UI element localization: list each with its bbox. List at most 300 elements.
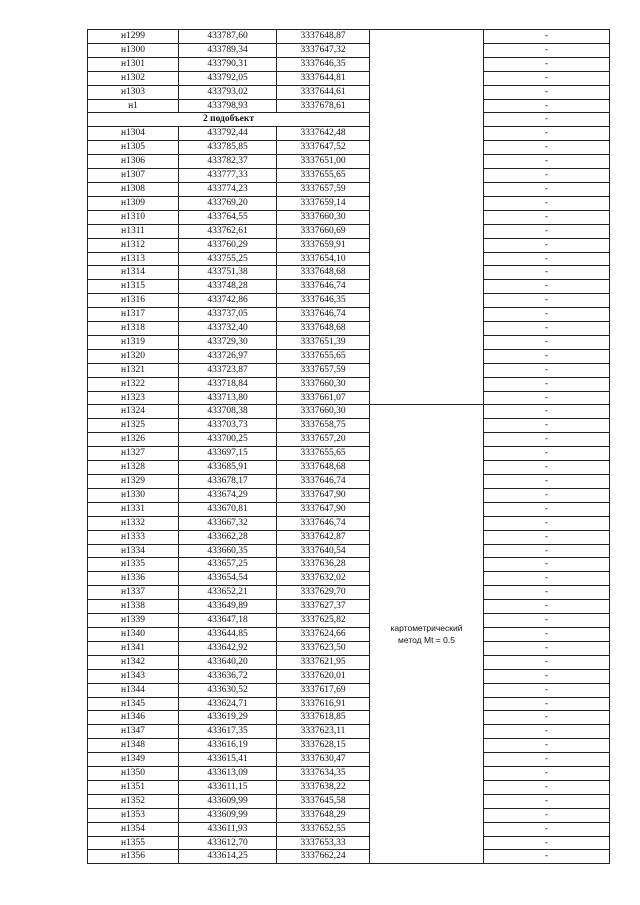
table-row [88, 627, 610, 641]
y-coordinate-cell: 3337646,35 [277, 294, 370, 308]
table-row [88, 169, 610, 183]
point-id-cell: н1322 [88, 377, 179, 391]
y-coordinate-cell: 3337660,30 [277, 210, 370, 224]
x-coordinate-cell: 433644,85 [179, 627, 277, 641]
x-coordinate-cell: 433755,25 [179, 252, 277, 266]
point-id-cell: н1350 [88, 767, 179, 781]
accuracy-cell: - [484, 224, 610, 238]
y-coordinate-cell: 3337628,15 [277, 739, 370, 753]
table-row [88, 127, 610, 141]
x-coordinate-cell: 433652,21 [179, 586, 277, 600]
table-row [88, 572, 610, 586]
x-coordinate-cell: 433657,25 [179, 558, 277, 572]
x-coordinate-cell: 433615,41 [179, 753, 277, 767]
y-coordinate-cell: 3337623,11 [277, 725, 370, 739]
y-coordinate-cell: 3337640,54 [277, 544, 370, 558]
point-id-cell: н1348 [88, 739, 179, 753]
table-row [88, 767, 610, 781]
y-coordinate-cell: 3337651,00 [277, 155, 370, 169]
table-row [88, 210, 610, 224]
accuracy-cell: - [484, 363, 610, 377]
accuracy-cell: - [484, 544, 610, 558]
table-row [88, 252, 610, 266]
x-coordinate-cell: 433718,84 [179, 377, 277, 391]
x-coordinate-cell: 433787,60 [179, 30, 277, 44]
y-coordinate-cell: 3337617,69 [277, 683, 370, 697]
accuracy-cell: - [484, 558, 610, 572]
table-row [88, 447, 610, 461]
x-coordinate-cell: 433723,87 [179, 363, 277, 377]
table-row [88, 349, 610, 363]
x-coordinate-cell: 433777,33 [179, 169, 277, 183]
y-coordinate-cell: 3337646,74 [277, 475, 370, 489]
x-coordinate-cell: 433790,31 [179, 57, 277, 71]
accuracy-cell: - [484, 433, 610, 447]
point-id-cell: н1337 [88, 586, 179, 600]
x-coordinate-cell: 433700,25 [179, 433, 277, 447]
x-coordinate-cell: 433640,20 [179, 655, 277, 669]
x-coordinate-cell: 433611,15 [179, 780, 277, 794]
point-id-cell: н1312 [88, 238, 179, 252]
x-coordinate-cell: 433748,28 [179, 280, 277, 294]
x-coordinate-cell: 433667,32 [179, 516, 277, 530]
point-id-cell: н1320 [88, 349, 179, 363]
y-coordinate-cell: 3337648,68 [277, 266, 370, 280]
x-coordinate-cell: 433617,35 [179, 725, 277, 739]
y-coordinate-cell: 3337660,30 [277, 377, 370, 391]
table-row [88, 739, 610, 753]
table-row [88, 224, 610, 238]
y-coordinate-cell: 3337621,95 [277, 655, 370, 669]
y-coordinate-cell: 3337647,52 [277, 141, 370, 155]
x-coordinate-cell: 433703,73 [179, 419, 277, 433]
point-id-cell: н1326 [88, 433, 179, 447]
point-id-cell: н1307 [88, 169, 179, 183]
table-row [88, 836, 610, 850]
accuracy-cell: - [484, 808, 610, 822]
point-id-cell: н1321 [88, 363, 179, 377]
x-coordinate-cell: 433726,97 [179, 349, 277, 363]
table-row [88, 322, 610, 336]
x-coordinate-cell: 433751,38 [179, 266, 277, 280]
y-coordinate-cell: 3337647,90 [277, 488, 370, 502]
accuracy-cell: - [484, 349, 610, 363]
y-coordinate-cell: 3337632,02 [277, 572, 370, 586]
y-coordinate-cell: 3337651,39 [277, 335, 370, 349]
y-coordinate-cell: 3337659,14 [277, 196, 370, 210]
accuracy-cell: - [484, 725, 610, 739]
method-cell [370, 405, 484, 864]
table-row [88, 488, 610, 502]
y-coordinate-cell: 3337646,74 [277, 280, 370, 294]
y-coordinate-cell: 3337625,82 [277, 614, 370, 628]
y-coordinate-cell: 3337657,59 [277, 363, 370, 377]
y-coordinate-cell: 3337642,48 [277, 127, 370, 141]
accuracy-cell: - [484, 697, 610, 711]
accuracy-cell: - [484, 391, 610, 405]
table-row [88, 655, 610, 669]
coordinates-table-body [88, 30, 610, 864]
y-coordinate-cell: 3337660,69 [277, 224, 370, 238]
x-coordinate-cell: 433713,80 [179, 391, 277, 405]
y-coordinate-cell: 3337655,65 [277, 169, 370, 183]
accuracy-cell: - [484, 85, 610, 99]
table-row [88, 280, 610, 294]
point-id-cell: н1327 [88, 447, 179, 461]
y-coordinate-cell: 3337644,61 [277, 85, 370, 99]
x-coordinate-cell: 433614,25 [179, 850, 277, 864]
method-cell-empty [370, 30, 484, 405]
table-row [88, 266, 610, 280]
accuracy-cell: - [484, 516, 610, 530]
y-coordinate-cell: 3337620,01 [277, 669, 370, 683]
x-coordinate-cell: 433619,29 [179, 711, 277, 725]
y-coordinate-cell: 3337648,29 [277, 808, 370, 822]
point-id-cell: н1349 [88, 753, 179, 767]
point-id-cell: н1308 [88, 182, 179, 196]
x-coordinate-cell: 433662,28 [179, 530, 277, 544]
x-coordinate-cell: 433678,17 [179, 475, 277, 489]
x-coordinate-cell: 433769,20 [179, 196, 277, 210]
y-coordinate-cell: 3337659,91 [277, 238, 370, 252]
point-id-cell: н1335 [88, 558, 179, 572]
accuracy-cell: - [484, 377, 610, 391]
x-coordinate-cell: 433782,37 [179, 155, 277, 169]
point-id-cell: н1305 [88, 141, 179, 155]
point-id-cell: н1329 [88, 475, 179, 489]
accuracy-cell: - [484, 572, 610, 586]
accuracy-cell: - [484, 753, 610, 767]
table-row [88, 461, 610, 475]
accuracy-cell: - [484, 113, 610, 127]
point-id-cell: н1314 [88, 266, 179, 280]
x-coordinate-cell: 433612,70 [179, 836, 277, 850]
accuracy-cell: - [484, 461, 610, 475]
point-id-cell: н1347 [88, 725, 179, 739]
x-coordinate-cell: 433742,86 [179, 294, 277, 308]
point-id-cell: н1304 [88, 127, 179, 141]
point-id-cell: н1339 [88, 614, 179, 628]
table-row [88, 641, 610, 655]
point-id-cell: н1351 [88, 780, 179, 794]
x-coordinate-cell: 433660,35 [179, 544, 277, 558]
y-coordinate-cell: 3337636,28 [277, 558, 370, 572]
point-id-cell: н1 [88, 99, 179, 113]
accuracy-cell: - [484, 780, 610, 794]
table-row [88, 238, 610, 252]
point-id-cell: н1324 [88, 405, 179, 419]
accuracy-cell: - [484, 447, 610, 461]
x-coordinate-cell: 433697,15 [179, 447, 277, 461]
x-coordinate-cell: 433792,05 [179, 71, 277, 85]
point-id-cell: н1315 [88, 280, 179, 294]
point-id-cell: н1332 [88, 516, 179, 530]
y-coordinate-cell: 3337642,87 [277, 530, 370, 544]
y-coordinate-cell: 3337646,74 [277, 308, 370, 322]
table-row [88, 335, 610, 349]
point-id-cell: н1342 [88, 655, 179, 669]
y-coordinate-cell: 3337678,61 [277, 99, 370, 113]
x-coordinate-cell: 433708,38 [179, 405, 277, 419]
y-coordinate-cell: 3337646,35 [277, 57, 370, 71]
point-id-cell: н1345 [88, 697, 179, 711]
y-coordinate-cell: 3337658,75 [277, 419, 370, 433]
y-coordinate-cell: 3337624,66 [277, 627, 370, 641]
point-id-cell: н1352 [88, 794, 179, 808]
table-row [88, 30, 610, 44]
table-row [88, 405, 610, 419]
table-row [88, 43, 610, 57]
point-id-cell: н1323 [88, 391, 179, 405]
point-id-cell: н1355 [88, 836, 179, 850]
y-coordinate-cell: 3337648,68 [277, 461, 370, 475]
point-id-cell: н1310 [88, 210, 179, 224]
x-coordinate-cell: 433762,61 [179, 224, 277, 238]
point-id-cell: н1317 [88, 308, 179, 322]
table-row [88, 544, 610, 558]
x-coordinate-cell: 433793,02 [179, 85, 277, 99]
y-coordinate-cell: 3337655,65 [277, 349, 370, 363]
y-coordinate-cell: 3337657,59 [277, 182, 370, 196]
table-row [88, 850, 610, 864]
y-coordinate-cell: 3337623,50 [277, 641, 370, 655]
y-coordinate-cell: 3337644,81 [277, 71, 370, 85]
table-row [88, 725, 610, 739]
method-accuracy: метод Mt = 0.5 [398, 635, 455, 646]
table-row [88, 669, 610, 683]
x-coordinate-cell: 433798,93 [179, 99, 277, 113]
y-coordinate-cell: 3337647,90 [277, 502, 370, 516]
x-coordinate-cell: 433642,92 [179, 641, 277, 655]
y-coordinate-cell: 3337627,37 [277, 600, 370, 614]
accuracy-cell: - [484, 99, 610, 113]
table-row [88, 530, 610, 544]
subobject-label: 2 подобъект [88, 113, 370, 127]
point-id-cell: н1333 [88, 530, 179, 544]
y-coordinate-cell: 3337630,47 [277, 753, 370, 767]
table-row [88, 614, 610, 628]
accuracy-cell: - [484, 196, 610, 210]
subobject-row [88, 113, 610, 127]
table-row [88, 794, 610, 808]
accuracy-cell: - [484, 586, 610, 600]
accuracy-cell: - [484, 655, 610, 669]
y-coordinate-cell: 3337652,55 [277, 822, 370, 836]
table-row [88, 419, 610, 433]
accuracy-cell: - [484, 141, 610, 155]
y-coordinate-cell: 3337645,58 [277, 794, 370, 808]
x-coordinate-cell: 433670,81 [179, 502, 277, 516]
table-row [88, 71, 610, 85]
accuracy-cell: - [484, 850, 610, 864]
accuracy-cell: - [484, 794, 610, 808]
y-coordinate-cell: 3337618,85 [277, 711, 370, 725]
table-row [88, 586, 610, 600]
y-coordinate-cell: 3337662,24 [277, 850, 370, 864]
accuracy-cell: - [484, 502, 610, 516]
y-coordinate-cell: 3337648,68 [277, 322, 370, 336]
x-coordinate-cell: 433611,93 [179, 822, 277, 836]
accuracy-cell: - [484, 71, 610, 85]
point-id-cell: н1338 [88, 600, 179, 614]
accuracy-cell: - [484, 308, 610, 322]
accuracy-cell: - [484, 335, 610, 349]
y-coordinate-cell: 3337634,35 [277, 767, 370, 781]
point-id-cell: н1319 [88, 335, 179, 349]
accuracy-cell: - [484, 614, 610, 628]
accuracy-cell: - [484, 43, 610, 57]
accuracy-cell: - [484, 669, 610, 683]
point-id-cell: н1353 [88, 808, 179, 822]
accuracy-cell: - [484, 641, 610, 655]
y-coordinate-cell: 3337647,32 [277, 43, 370, 57]
x-coordinate-cell: 433609,99 [179, 794, 277, 808]
table-row [88, 697, 610, 711]
x-coordinate-cell: 433764,55 [179, 210, 277, 224]
table-row [88, 753, 610, 767]
y-coordinate-cell: 3337648,87 [277, 30, 370, 44]
table-row [88, 141, 610, 155]
accuracy-cell: - [484, 836, 610, 850]
y-coordinate-cell: 3337629,70 [277, 586, 370, 600]
x-coordinate-cell: 433737,05 [179, 308, 277, 322]
point-id-cell: н1316 [88, 294, 179, 308]
table-row [88, 363, 610, 377]
accuracy-cell: - [484, 322, 610, 336]
point-id-cell: н1303 [88, 85, 179, 99]
x-coordinate-cell: 433760,29 [179, 238, 277, 252]
x-coordinate-cell: 433774,23 [179, 182, 277, 196]
point-id-cell: н1328 [88, 461, 179, 475]
y-coordinate-cell: 3337616,91 [277, 697, 370, 711]
table-row [88, 600, 610, 614]
table-row [88, 57, 610, 71]
x-coordinate-cell: 433613,09 [179, 767, 277, 781]
accuracy-cell: - [484, 30, 610, 44]
accuracy-cell: - [484, 210, 610, 224]
table-row [88, 182, 610, 196]
accuracy-cell: - [484, 822, 610, 836]
point-id-cell: н1301 [88, 57, 179, 71]
accuracy-cell: - [484, 266, 610, 280]
accuracy-cell: - [484, 767, 610, 781]
x-coordinate-cell: 433685,91 [179, 461, 277, 475]
x-coordinate-cell: 433792,44 [179, 127, 277, 141]
point-id-cell: н1318 [88, 322, 179, 336]
point-id-cell: н1330 [88, 488, 179, 502]
y-coordinate-cell: 3337638,22 [277, 780, 370, 794]
accuracy-cell: - [484, 419, 610, 433]
x-coordinate-cell: 433789,34 [179, 43, 277, 57]
point-id-cell: н1302 [88, 71, 179, 85]
point-id-cell: н1344 [88, 683, 179, 697]
accuracy-cell: - [484, 127, 610, 141]
accuracy-cell: - [484, 57, 610, 71]
x-coordinate-cell: 433654,54 [179, 572, 277, 586]
y-coordinate-cell: 3337653,33 [277, 836, 370, 850]
x-coordinate-cell: 433636,72 [179, 669, 277, 683]
y-coordinate-cell: 3337657,20 [277, 433, 370, 447]
y-coordinate-cell: 3337655,65 [277, 447, 370, 461]
table-row [88, 780, 610, 794]
accuracy-cell: - [484, 252, 610, 266]
y-coordinate-cell: 3337646,74 [277, 516, 370, 530]
table-row [88, 822, 610, 836]
point-id-cell: н1309 [88, 196, 179, 210]
point-id-cell: н1300 [88, 43, 179, 57]
point-id-cell: н1336 [88, 572, 179, 586]
point-id-cell: н1354 [88, 822, 179, 836]
method-name: картометрический [390, 622, 463, 633]
point-id-cell: н1313 [88, 252, 179, 266]
table-row [88, 516, 610, 530]
x-coordinate-cell: 433624,71 [179, 697, 277, 711]
accuracy-cell: - [484, 475, 610, 489]
table-row [88, 99, 610, 113]
x-coordinate-cell: 433729,30 [179, 335, 277, 349]
table-row [88, 558, 610, 572]
table-row [88, 475, 610, 489]
accuracy-cell: - [484, 280, 610, 294]
accuracy-cell: - [484, 627, 610, 641]
accuracy-cell: - [484, 711, 610, 725]
accuracy-cell: - [484, 530, 610, 544]
table-row [88, 377, 610, 391]
table-row [88, 308, 610, 322]
x-coordinate-cell: 433674,29 [179, 488, 277, 502]
x-coordinate-cell: 433616,19 [179, 739, 277, 753]
x-coordinate-cell: 433630,52 [179, 683, 277, 697]
y-coordinate-cell: 3337654,10 [277, 252, 370, 266]
table-row [88, 502, 610, 516]
y-coordinate-cell: 3337661,07 [277, 391, 370, 405]
table-row [88, 294, 610, 308]
accuracy-cell: - [484, 600, 610, 614]
point-id-cell: н1334 [88, 544, 179, 558]
x-coordinate-cell: 433785,85 [179, 141, 277, 155]
point-id-cell: н1311 [88, 224, 179, 238]
table-row [88, 391, 610, 405]
point-id-cell: н1343 [88, 669, 179, 683]
table-row [88, 683, 610, 697]
point-id-cell: н1341 [88, 641, 179, 655]
accuracy-cell: - [484, 405, 610, 419]
table-row [88, 433, 610, 447]
point-id-cell: н1306 [88, 155, 179, 169]
table-row [88, 85, 610, 99]
accuracy-cell: - [484, 683, 610, 697]
point-id-cell: н1299 [88, 30, 179, 44]
x-coordinate-cell: 433647,18 [179, 614, 277, 628]
point-id-cell: н1325 [88, 419, 179, 433]
accuracy-cell: - [484, 169, 610, 183]
accuracy-cell: - [484, 739, 610, 753]
accuracy-cell: - [484, 182, 610, 196]
accuracy-cell: - [484, 488, 610, 502]
point-id-cell: н1356 [88, 850, 179, 864]
x-coordinate-cell: 433732,40 [179, 322, 277, 336]
accuracy-cell: - [484, 294, 610, 308]
x-coordinate-cell: 433609,99 [179, 808, 277, 822]
x-coordinate-cell: 433649,89 [179, 600, 277, 614]
coordinates-table [87, 29, 610, 864]
accuracy-cell: - [484, 238, 610, 252]
point-id-cell: н1346 [88, 711, 179, 725]
table-row [88, 711, 610, 725]
point-id-cell: н1331 [88, 502, 179, 516]
table-row [88, 155, 610, 169]
point-id-cell: н1340 [88, 627, 179, 641]
